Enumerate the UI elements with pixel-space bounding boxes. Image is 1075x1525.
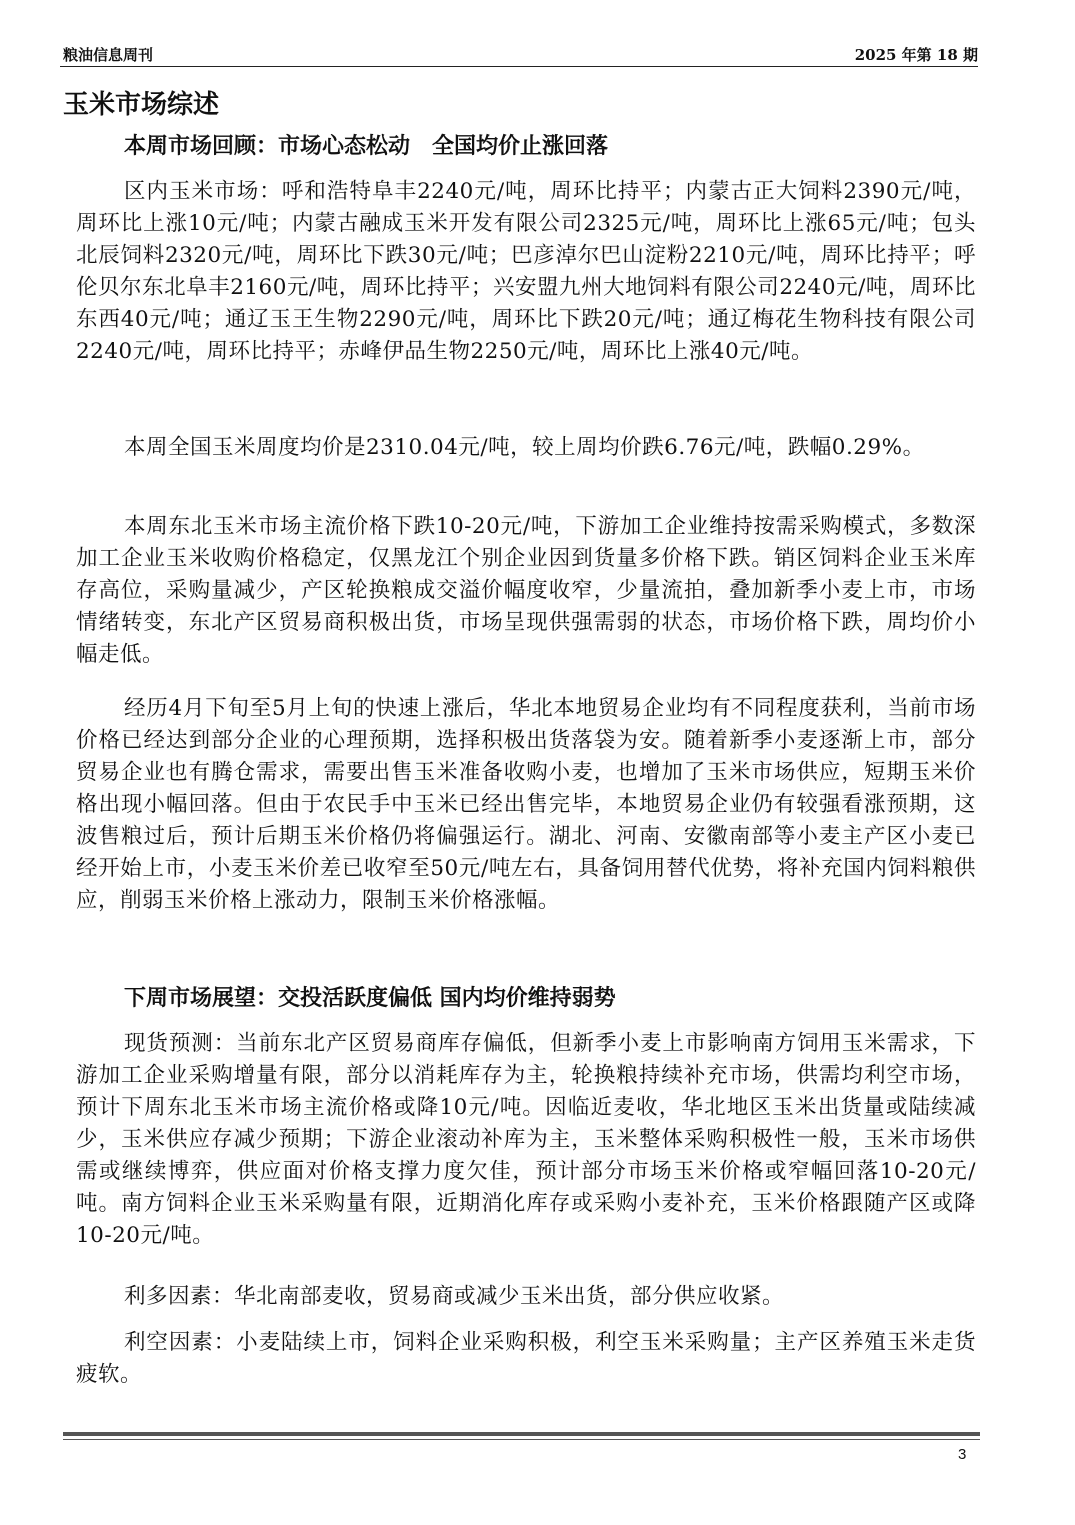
review-paragraph-3: 本周东北玉米市场主流价格下跌10-20元/吨，下游加工企业维持按需采购模式，多数深加工企业玉米收购价格稳定，仅黑龙江个别企业因到货量多价格下跌。销区饲料企业玉米库存高位，采购量减少，产区轮换粮成交溢价幅度收窄，少量流拍，叠加新季小麦上市，市场情绪转变，东北产区贸易商积极出货，市场呈现供强需弱的状态，市场价格下跌，周均价小幅走低。 [76,514,976,667]
header-divider [60,66,978,67]
outlook-paragraph-3: 利空因素：小麦陆续上市，饲料企业采购积极，利空玉米采购量；主产区养殖玉米走货疲软。 [76,1330,976,1387]
footer-divider-thin [63,1439,980,1440]
outlook-heading: 下周市场展望：交投活跃度偏低 国内均价维持弱势 [124,985,616,1011]
issue-number: 2025 年第 18 期 [854,46,978,64]
outlook-paragraph-1: 现货预测：当前东北产区贸易商库存偏低，但新季小麦上市影响南方饲用玉米需求，下游加工企业采购增量有限，部分以消耗库存为主，轮换粮持续补充市场，供需均利空市场，预计下周东北玉米市场主流价格或降10元/吨。因临近麦收，华北地区玉米出货量或陆续减少，玉米供应存减少预期；下游企业滚动补库为主，玉米整体采购积极性一般，玉米市场供需或继续博弈，供应面对价格支撑力度欠佳，预计部分市场玉米价格或窄幅回落10-20元/吨。南方饲料企业玉米采购量有限，近期消化库存或采购小麦补充，玉米价格跟随产区或降10-20元/吨。 [76,1031,976,1248]
page-number: 3 [958,1446,967,1463]
footer-divider [63,1432,980,1436]
review-heading: 本周市场回顾：市场心态松动 全国均价止涨回落 [124,133,609,159]
page-title: 玉米市场综述 [63,90,220,120]
review-paragraph-4: 经历4月下旬至5月上旬的快速上涨后，华北本地贸易企业均有不同程度获利，当前市场价格已经达到部分企业的心理预期，选择积极出货落袋为安。随着新季小麦逐渐上市，部分贸易企业也有腾仓需求，需要出售玉米准备收购小麦，也增加了玉米市场供应，短期玉米价格出现小幅回落。但由于农民手中玉米已经出售完毕，本地贸易企业仍有较强看涨预期，这波售粮过后，预计后期玉米价格仍将偏强运行。湖北、河南、安徽南部等小麦主产区小麦已经开始上市，小麦玉米价差已收窄至50元/吨左右，具备饲用替代优势，将补充国内饲料粮供应，削弱玉米价格上涨动力，限制玉米价格涨幅。 [76,696,976,913]
page-header [63,44,978,66]
publication-name: 粮油信息周刊 [63,46,154,64]
review-paragraph-2: 本周全国玉米周度均价是2310.04元/吨，较上周均价跌6.76元/吨，跌幅0.29%。 [124,435,925,460]
outlook-paragraph-2: 利多因素：华北南部麦收，贸易商或减少玉米出货，部分供应收紧。 [124,1284,785,1309]
review-paragraph-1: 区内玉米市场：呼和浩特阜丰2240元/吨，周环比持平；内蒙古正大饲料2390元/吨，周环比上涨10元/吨；内蒙古融成玉米开发有限公司2325元/吨，周环比上涨65元/吨；包头北辰饲料2320元/吨，周环比下跌30元/吨；巴彦淖尔巴山淀粉2210元/吨，周环比持平；呼伦贝尔东北阜丰2160元/吨，周环比持平；兴安盟九州大地饲料有限公司2240元/吨，周环比东西40元/吨；通辽玉王生物2290元/吨，周环比下跌20元/吨；通辽梅花生物科技有限公司2240元/吨，周环比持平；赤峰伊品生物2250元/吨，周环比上涨40元/吨。 [76,179,976,364]
